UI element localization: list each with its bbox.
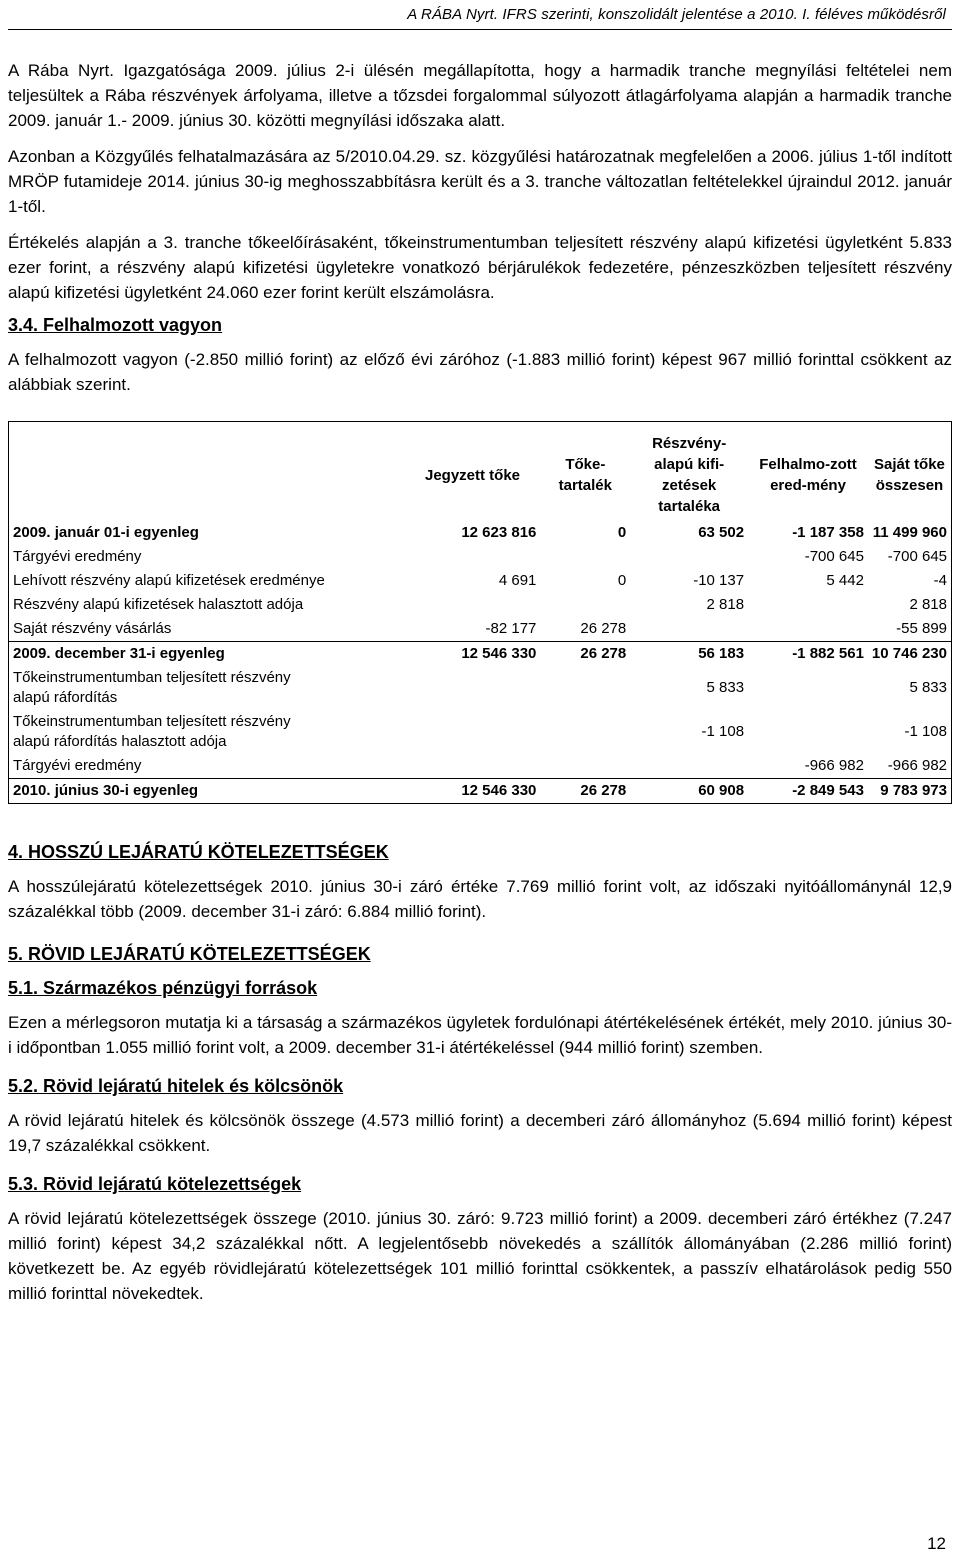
cell-share-based-reserve: 63 502	[698, 524, 745, 541]
paragraph-board-decision: A Rába Nyrt. Igazgatósága 2009. július 2-i ülésén megállapította, hogy a harmadik tranche megnyílási feltételei nem teljesültek a Rába részvények árfolyama, illetve a tőzsdei forgalommal súlyozott átlagárfolyama alapján a harmadik tranche 2009. január 1.- 2009. június 30. közötti megnyílási időszaka alatt.	[8, 61, 952, 130]
row-label: 2009. január 01-i egyenleg	[13, 524, 199, 541]
cell-total-equity: 2 818	[909, 596, 947, 613]
cell-total-equity: -966 982	[887, 757, 947, 774]
table-row	[9, 617, 952, 642]
cell-capital-reserve	[540, 545, 630, 569]
paragraph-valuation: Értékelés alapján a 3. tranche tőkeelőírásaként, tőkeinstrumentumban teljesített részvény alapú kifizetési ügyletként 5.833 ezer forint, a részvény alapú kifizetési ügyletekre vonatkozó bérjárulékok fedezetére, pénzeszközben teljesített részvény alapú kifizetési ügyletként 24.060 ezer forint került elszámolásra.	[8, 233, 952, 302]
cell-share-capital: 12 623 816	[461, 524, 537, 541]
row-label: Lehívott részvény alapú kifizetések eredménye	[13, 572, 325, 589]
heading-5: 5. RÖVID LEJÁRATÚ KÖTELEZETTSÉGEK	[8, 944, 371, 964]
cell-share-capital: 12 546 330	[405, 779, 541, 804]
paragraph-5-1: Ezen a mérlegsoron mutatja ki a társaság a származékos ügyletek fordulónapi átértékelésének értékét, mely 2010. június 30-i időpontban 1.055 millió forint volt, a 2009. december 31-i átértékeléssel (944 millió forint) szemben.	[8, 1013, 952, 1057]
paragraph-5-2: A rövid lejáratú hitelek és kölcsönök összege (4.573 millió forint) a decemberi záró állományhoz (5.694 millió forint) képest 19,7 százalékkal csökkent.	[8, 1111, 952, 1155]
cell-capital-reserve: 0	[617, 572, 627, 589]
cell-retained-earnings: -700 645	[804, 548, 864, 565]
cell-capital-reserve: 26 278	[540, 779, 630, 804]
cell-share-based-reserve: 56 183	[630, 642, 748, 667]
cell-capital-reserve: 26 278	[580, 620, 627, 637]
cell-capital-reserve	[540, 593, 630, 617]
row-label: Tőkeinstrumentumban teljesített részvény alapú ráfordítás halasztott adója	[13, 713, 291, 750]
cell-total-equity: 5 833	[909, 679, 947, 696]
heading-3-4: 3.4. Felhalmozott vagyon	[8, 315, 223, 335]
cell-retained-earnings: -1 882 561	[748, 642, 868, 667]
cell-share-based-reserve	[630, 754, 748, 779]
cell-share-based-reserve: -1 108	[701, 723, 745, 740]
header-share-based-reserve: Részvény-alapú kifi-zetések tartaléka	[652, 435, 727, 515]
table-row	[9, 569, 952, 593]
heading-4: 4. HOSSZÚ LEJÁRATÚ KÖTELEZETTSÉGEK	[8, 842, 389, 862]
running-header: A RÁBA Nyrt. IFRS szerinti, konszolidált jelentése a 2010. I. féléves működésről	[407, 6, 946, 23]
cell-total-equity: -55 899	[896, 620, 947, 637]
cell-share-based-reserve: 5 833	[706, 679, 745, 696]
table-row	[9, 642, 952, 667]
row-label: Tárgyévi eredmény	[13, 548, 142, 565]
cell-retained-earnings	[748, 710, 868, 754]
cell-share-capital	[405, 545, 541, 569]
paragraph-4: A hosszúlejáratú kötelezettségek 2010. június 30-i záró értéke 7.769 millió forint volt, az időszaki nyitóállománynál 12,9 százalékkal több (2009. december 31-i záró: 6.884 millió forint).	[8, 877, 952, 921]
cell-retained-earnings	[748, 617, 868, 642]
table-row	[9, 666, 952, 710]
cell-share-based-reserve: -10 137	[693, 572, 745, 589]
header-retained-earnings: Felhalmo-zott ered-mény	[759, 456, 857, 494]
paragraph-5-3: A rövid lejáratú kötelezettségek összege (2010. június 30. záró: 9.723 millió forint) a 2009. decemberi záró értékhez (7.247 millió forint) képest 34,2 százalékkal nőtt. A legjelentősebb növekedés a szállítók állományában (2.286 millió forint) következett be. Az egyéb rövidlejáratú kötelezettségek 101 millió forinttal csökkentek, a passzív elhatárolások pedig 550 millió forinttal növekedtek.	[8, 1209, 952, 1303]
table-row	[9, 754, 952, 779]
cell-share-capital	[405, 666, 541, 710]
cell-share-based-reserve: 60 908	[630, 779, 748, 804]
row-label: Tárgyévi eredmény	[13, 757, 142, 774]
row-label: Saját részvény vásárlás	[13, 620, 172, 637]
heading-5-3: 5.3. Rövid lejáratú kötelezettségek	[8, 1174, 302, 1194]
cell-total-equity: -1 108	[904, 723, 947, 740]
cell-capital-reserve	[540, 666, 630, 710]
cell-retained-earnings	[748, 593, 868, 617]
cell-share-capital	[405, 710, 541, 754]
header-label	[9, 422, 405, 522]
heading-5-2: 5.2. Rövid lejáratú hitelek és kölcsönök	[8, 1076, 344, 1096]
table-row	[9, 710, 952, 754]
table-row	[9, 521, 952, 545]
table-row	[9, 545, 952, 569]
cell-share-capital: -82 177	[485, 620, 537, 637]
table-row	[9, 779, 952, 804]
cell-retained-earnings: -1 187 358	[792, 524, 864, 541]
table-header-row	[9, 422, 952, 522]
cell-retained-earnings	[748, 666, 868, 710]
table-row	[9, 593, 952, 617]
cell-capital-reserve: 0	[617, 524, 627, 541]
cell-capital-reserve	[540, 754, 630, 779]
cell-capital-reserve	[540, 710, 630, 754]
heading-5-1: 5.1. Származékos pénzügyi források	[8, 978, 318, 998]
row-label: 2010. június 30-i egyenleg	[9, 779, 405, 804]
cell-share-capital	[405, 593, 541, 617]
cell-retained-earnings: 5 442	[826, 572, 864, 589]
cell-share-based-reserve: 2 818	[706, 596, 745, 613]
cell-retained-earnings: -966 982	[804, 757, 864, 774]
cell-total-equity: -700 645	[887, 548, 947, 565]
cell-total-equity: 10 746 230	[868, 642, 952, 667]
cell-share-capital	[405, 754, 541, 779]
row-label: Részvény alapú kifizetések halasztott adója	[13, 596, 304, 613]
cell-share-capital: 12 546 330	[405, 642, 541, 667]
paragraph-general-meeting: Azonban a Közgyűlés felhatalmazására az 5/2010.04.29. sz. közgyűlési határozatnak megfelelően a 2006. július 1-től indított MRÖP futamideje 2014. június 30-ig meghosszabbításra került és a 3. tranche változatlan feltételekkel újraindul 2012. január 1-től.	[8, 147, 952, 216]
page-number: 12	[927, 1534, 946, 1553]
cell-share-based-reserve	[630, 617, 748, 642]
cell-total-equity: 9 783 973	[868, 779, 952, 804]
cell-retained-earnings: -2 849 543	[748, 779, 868, 804]
row-label: 2009. december 31-i egyenleg	[9, 642, 405, 667]
page-content	[8, 58, 952, 1317]
paragraph-3-4: A felhalmozott vagyon (-2.850 millió forint) az előző évi záróhoz (-1.883 millió forint) képest 967 millió forinttal csökkent az alábbiak szerint.	[8, 350, 952, 394]
row-label: Tőkeinstrumentumban teljesített részvény alapú ráfordítás	[13, 669, 291, 706]
cell-share-based-reserve	[630, 545, 748, 569]
header-share-capital: Jegyzett tőke	[424, 466, 521, 484]
equity-table	[8, 421, 952, 804]
header-rule	[8, 29, 952, 30]
cell-share-capital: 4 691	[498, 572, 537, 589]
cell-capital-reserve: 26 278	[540, 642, 630, 667]
cell-total-equity: 11 499 960	[872, 524, 947, 541]
cell-total-equity: -4	[933, 572, 947, 589]
header-capital-reserve: Tőke-tartalék	[558, 456, 612, 494]
header-total-equity: Saját tőke összesen	[874, 456, 945, 494]
